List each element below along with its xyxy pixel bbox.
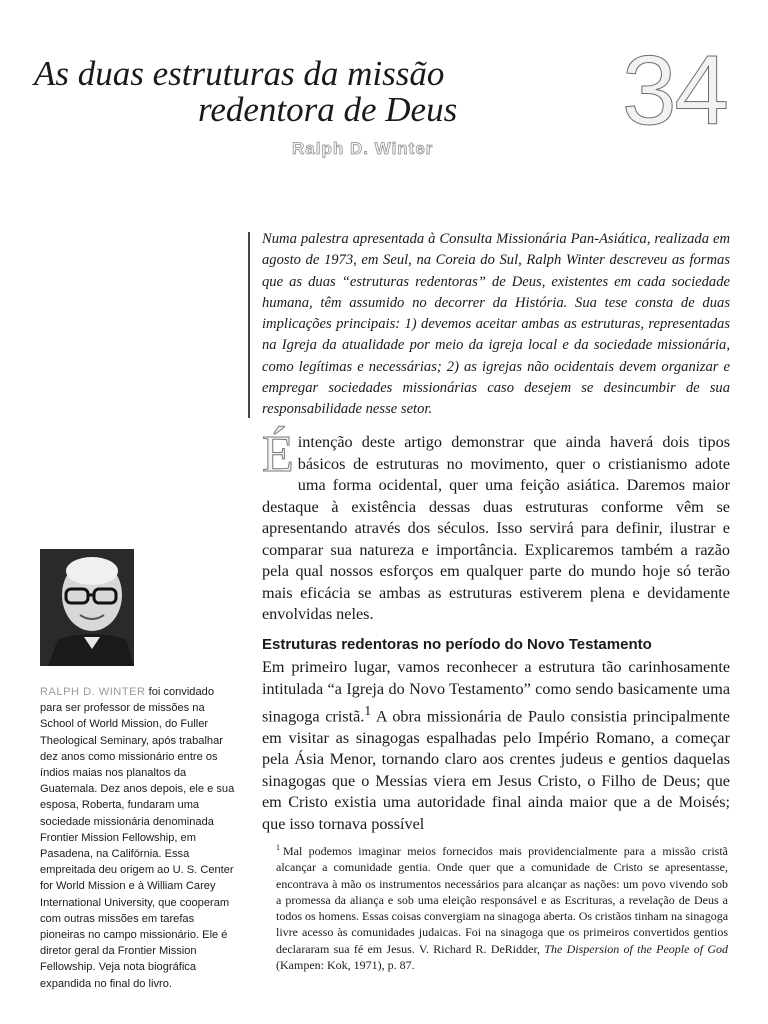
body-text-1: Em primeiro lugar, vamos reconhecer a estrutura tão carinhosamente intitulada “a Igreja do Novo Testamento” como sendo basicamente uma sinagoga cristã. — [262, 658, 730, 726]
footnote-ref: 1 — [364, 703, 372, 718]
section-heading: Estruturas redentoras no período do Novo Testamento — [262, 636, 652, 653]
bio-name: RALPH D. WINTER — [40, 686, 146, 698]
footnote — [276, 840, 728, 973]
intro-paragraph — [262, 426, 730, 626]
article-title — [34, 56, 474, 128]
footnote-text: Mal podemos imaginar meios fornecidos mais providencialmente para a missão cristã alcançar a comunidade gentia. Onde quer que a comunidade de Cristo se apresentasse, encontrava à mão os instrumentos necessários para alcançar as nações: um povo vivendo sob a promessa da aliança e sob uma eleição responsável e as Escrituras, a revelação de Deus a todos os homens. Essas coisas convergiam na sinagoga aberta. Os cristãos tinham na sinagoga livre acesso às comunidades judaicas. Foi na sinagoga que os primeiros convertidos gentios declararam sua fé em Jesus. V. Richard R. DeRidder, — [276, 844, 729, 956]
footnote-book-title: The Dispersion of the People of God — [544, 941, 729, 956]
intro-text: intenção deste artigo demonstrar que ainda haverá dois tipos básicos de estruturas no movimento, quer o cristianismo adote uma forma ocidental, quer uma feição asiática. Daremos maior destaque à existência dessas duas estruturas conforme vêm se apresentando através dos séculos. Isso servirá para definir, ilustrar e comparar sua natureza e importância. Explicaremos também a razão pela qual nossos esforços em qualquer parte do mundo hoje só terão mais eficácia se ambas as estruturas estiverem plena e devidamente envolvidas neles. — [262, 433, 730, 623]
author-photo — [40, 549, 134, 666]
body-paragraph — [262, 657, 730, 835]
author-bio — [40, 684, 236, 992]
body-text-2: A obra missionária de Paulo consistia principalmente em visitar as sinagogas espalhadas pelo Império Romano, a começar pela Ásia Menor, tornando claro aos crentes judeus e gentios daquelas sinagogas que o Messias viera em Jesus Cristo, o Filho de Deus; que em Cristo existia uma autoridade final ainda maior que a de Moisés; que isso tornava possível — [262, 707, 730, 833]
footnote-mark: 1 — [276, 843, 280, 852]
bio-text: foi convidado para ser professor de missões na School of World Mission, do Fuller Theological Seminary, após trabalhar dez anos como missionário entre os índios maias nos planaltos da Guatemala. Dez anos depois, ele e sua esposa, Roberta, fundaram uma sociedade missionária denominada Frontier Mission Fellowship, em Pasadena, na Califórnia. Essa empreitada deu origem ao U. S. Center for World Mission e à William Carey International University, que cooperam com outras missões em tarefas pioneiras no campo missionário. Ele é diretor geral da Frontier Mission Fellowship. Veja nota biográfica expandida no final do livro. — [40, 686, 235, 990]
title-line-1: As duas estruturas da missão — [34, 54, 445, 93]
abstract: Numa palestra apresentada à Consulta Missionária Pan-Asiática, realizada em agosto de 1973, em Seul, na Coreia do Sul, Ralph Winter descreveu as formas que as duas “estruturas redentoras” de Deus, existentes em cada sociedade humana, têm assumido no decorrer da História. Sua tese consta de duas implicações principais: 1) devemos aceitar ambas as estruturas, representadas na Igreja da atualidade por meio da igreja local e da sociedade missionária, como legítimas e necessárias; 2) as igrejas não ocidentais devem organizar e empregar sociedades missionárias caso desejem se desincumbir de sua responsabilidade nesse setor. — [262, 231, 730, 418]
author-name: Ralph D. Winter — [292, 139, 434, 158]
title-line-2: redentora de Deus — [198, 90, 458, 129]
abstract-rule — [248, 232, 250, 418]
footnote-tail: (Kampen: Kok, 1971), p. 87. — [276, 958, 415, 973]
drop-cap: É — [262, 426, 294, 483]
chapter-number: 34 — [622, 35, 728, 145]
author-portrait-icon — [40, 549, 134, 666]
